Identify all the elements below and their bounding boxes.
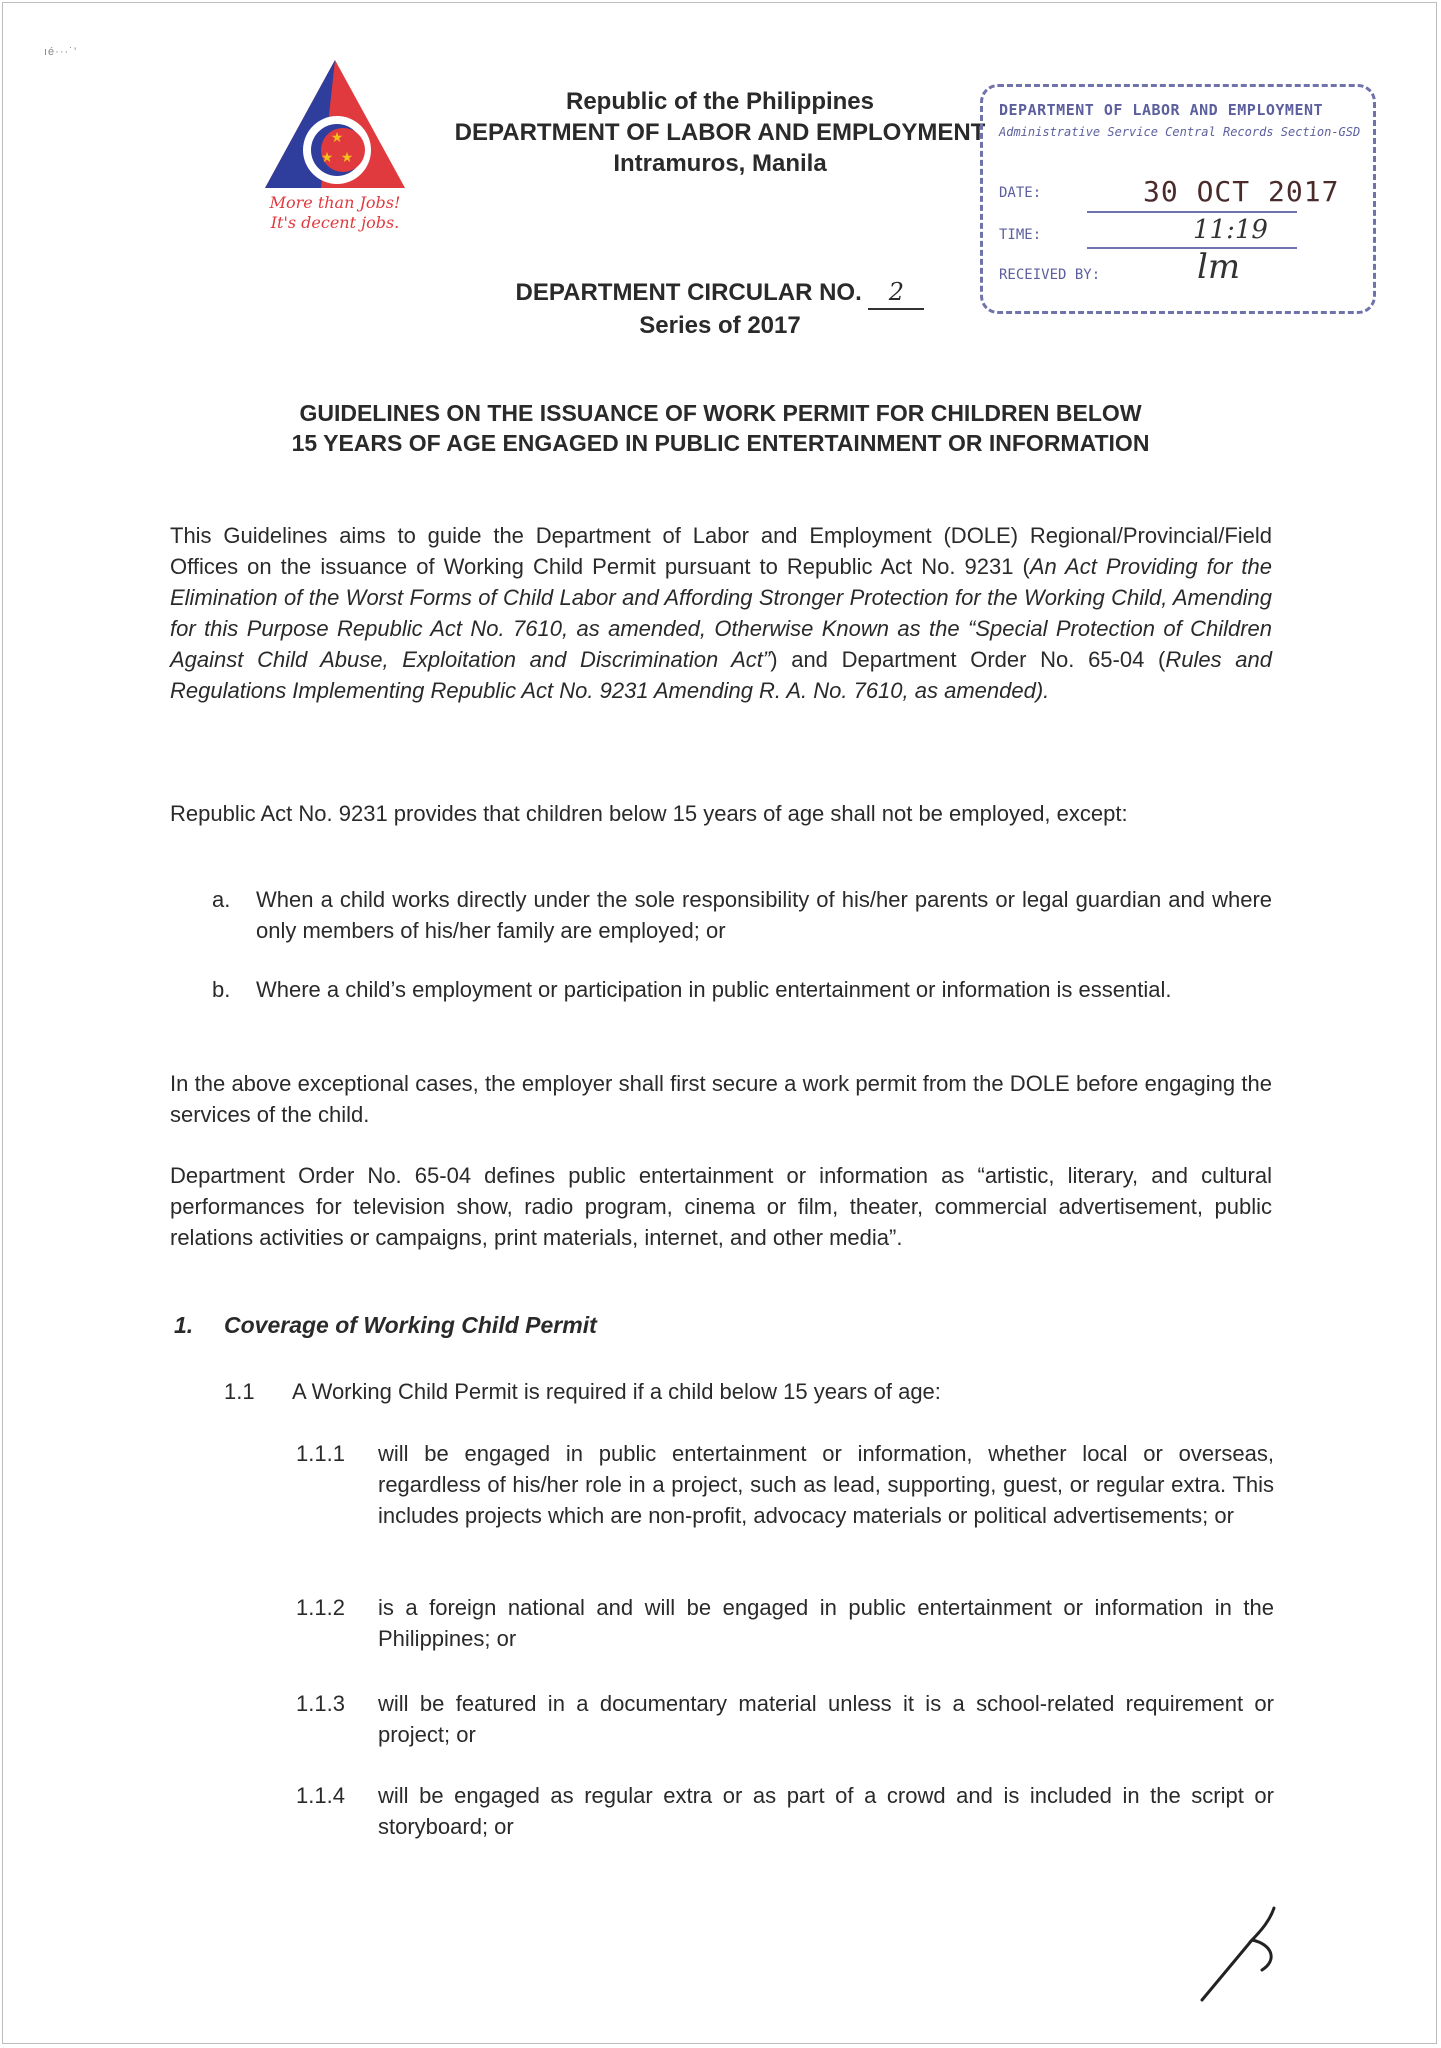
corner-mark: ıé···˙’: [44, 46, 78, 58]
svg-text:★: ★: [320, 150, 334, 166]
logo-tagline-2: It's decent jobs.: [270, 213, 400, 232]
stamp-received-label: RECEIVED BY:: [999, 267, 1101, 283]
stamp-time-label: TIME:: [999, 227, 1042, 243]
stamp-time-value: 11:19: [1193, 215, 1268, 245]
logo-tagline-1: More than Jobs!: [269, 193, 401, 212]
svg-text:★: ★: [330, 130, 344, 146]
section-number: 1.: [174, 1312, 194, 1338]
circular-number: 2: [868, 276, 924, 310]
signature-initial: [1192, 1900, 1282, 2010]
item-number: 1.1.4: [296, 1783, 345, 1808]
title-line-1: GUIDELINES ON THE ISSUANCE OF WORK PERMIT FOR CHILDREN BELOW: [299, 400, 1142, 426]
section-title: Coverage of Working Child Permit: [224, 1312, 597, 1338]
intro-text-1: This Guidelines aims to guide the Department of Labor and Employment (DOLE) Regional/Provincial/Field Offices on the issuance of Working Child Permit pursuant to Republic Act No. 9231 (: [170, 523, 1272, 579]
subsection-number: 1.1: [224, 1379, 255, 1404]
circular-series: Series of 2017: [639, 312, 801, 339]
circular-label: DEPARTMENT CIRCULAR NO.: [515, 279, 862, 306]
item-1-1-4: [296, 1780, 1274, 1842]
item-number: 1.1.3: [296, 1691, 345, 1716]
subsection-1-1: [224, 1376, 1274, 1407]
paragraph-definition: Department Order No. 65-04 defines public entertainment or information as “artistic, literary, and cultural performances for television show, radio program, cinema or film, theater, commercial advertisement, public relations activities or campaigns, print materials, internet, and other media”.: [170, 1163, 1272, 1250]
intro-italic-2: Rules and Regulations Implementing Republic Act No. 9231 Amending R. A. No. 7610, as amended).: [170, 647, 1272, 703]
item-number: 1.1.1: [296, 1441, 345, 1466]
stamp-received-value: lm: [1197, 247, 1241, 287]
stamp-time-line: [1087, 247, 1297, 249]
item-text: will be engaged in public entertainment or information, whether local or overseas, regardless of his/her role in a project, such as lead, supporting, guest, or regular extra. This includes projects which are non-profit, advocacy materials or political advertisements; or: [378, 1441, 1274, 1528]
exception-mark: b.: [212, 977, 231, 1002]
stamp-subtitle: Administrative Service Central Records Section-GSD: [999, 125, 1361, 139]
paragraph-ra9231: Republic Act No. 9231 provides that children below 15 years of age shall not be employed, except:: [170, 801, 1128, 826]
title-line-2: 15 YEARS OF AGE ENGAGED IN PUBLIC ENTERTAINMENT OR INFORMATION: [291, 430, 1150, 456]
item-text: is a foreign national and will be engaged in public entertainment or information in the Philippines; or: [378, 1595, 1274, 1651]
item-1-1-3: [296, 1688, 1274, 1750]
item-text: will be engaged as regular extra or as part of a crowd and is included in the script or storyboard; or: [378, 1783, 1274, 1839]
document-title: [150, 398, 1291, 458]
exception-text: Where a child’s employment or participation in public entertainment or information is essential.: [256, 977, 1172, 1002]
exception-item-b: [212, 974, 1272, 1005]
department-line: DEPARTMENT OF LABOR AND EMPLOYMENT: [454, 119, 986, 146]
stamp-date-line: [1087, 211, 1297, 213]
address-line: Intramuros, Manila: [613, 150, 827, 177]
item-1-1-1: [296, 1438, 1274, 1531]
exception-mark: a.: [212, 887, 231, 912]
section-1-heading: [174, 1312, 597, 1339]
intro-italic-1: An Act Providing for the Elimination of the Worst Forms of Child Labor and Affording Stronger Protection for the Working Child, Amending for this Purpose Republic Act No. 7610, as amended, Otherwise Known as the “Special Protection of Children Against Child Abuse, Exploitation and Discrimination Act”: [170, 554, 1272, 672]
intro-text-2: ) and Department Order No. 65-04 (: [770, 647, 1166, 672]
exception-item-a: [212, 884, 1272, 946]
paragraph-exceptional-cases: In the above exceptional cases, the employer shall first secure a work permit from the DOLE before engaging the services of the child.: [170, 1071, 1272, 1127]
circular-heading: [460, 276, 980, 342]
received-stamp: [980, 84, 1376, 314]
item-1-1-2: [296, 1592, 1274, 1654]
subsection-text: A Working Child Permit is required if a child below 15 years of age:: [292, 1379, 941, 1404]
stamp-date-value: 30 OCT 2017: [1143, 175, 1340, 208]
svg-text:★: ★: [340, 150, 354, 166]
item-text: will be featured in a documentary material unless it is a school-related requirement or project; or: [378, 1691, 1274, 1747]
republic-line: Republic of the Philippines: [565, 88, 874, 115]
intro-paragraph: [170, 520, 1272, 706]
stamp-title: DEPARTMENT OF LABOR AND EMPLOYMENT: [999, 101, 1324, 119]
item-number: 1.1.2: [296, 1595, 345, 1620]
exception-text: When a child works directly under the sole responsibility of his/her parents or legal guardian and where only members of his/her family are employed; or: [256, 887, 1272, 943]
letterhead: [380, 86, 1060, 179]
stamp-date-label: DATE:: [999, 185, 1042, 201]
